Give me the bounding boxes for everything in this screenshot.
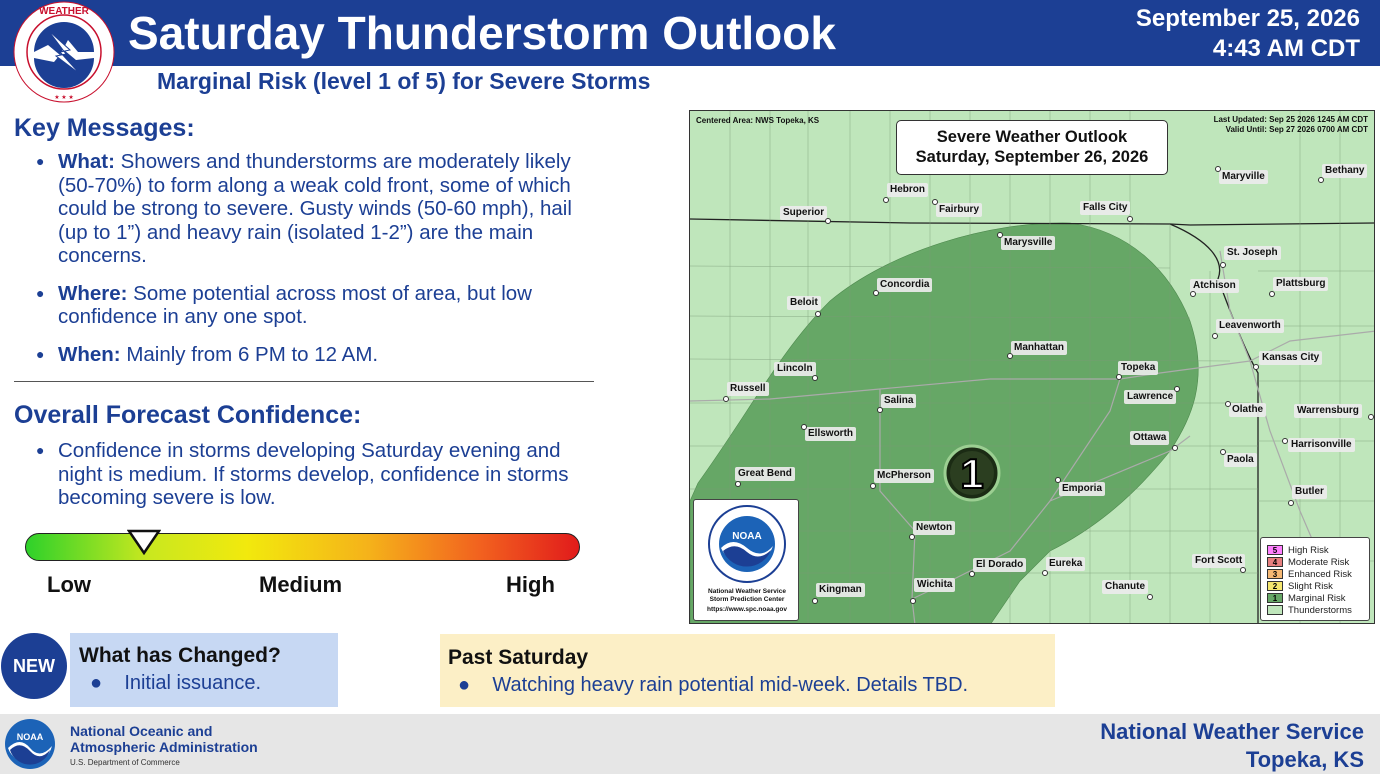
legend-row (1267, 604, 1352, 616)
legend-row (1267, 592, 1346, 604)
city-dot (1269, 291, 1275, 297)
city-label: Plattsburg (1273, 277, 1328, 291)
confidence-heading: Overall Forecast Confidence: (14, 401, 362, 429)
spc-logo-box (693, 499, 799, 621)
city-dot (812, 598, 818, 604)
city-label: El Dorado (973, 558, 1026, 572)
key-messages-heading: Key Messages: (14, 114, 195, 142)
past-saturday-title: Past Saturday (448, 646, 589, 669)
city-label: Kansas City (1259, 351, 1322, 365)
map-valid-until: Valid Until: Sep 27 2026 0700 AM CDT (1225, 125, 1368, 134)
noaa-logo-icon (4, 718, 56, 770)
confidence-low-label: Low (47, 572, 91, 597)
city-label: St. Joseph (1224, 246, 1281, 260)
city-dot (1215, 166, 1221, 172)
city-label: Olathe (1229, 403, 1266, 417)
new-badge: NEW (1, 633, 67, 699)
city-dot (932, 199, 938, 205)
spc-url: https://www.spc.noaa.gov (707, 606, 787, 613)
map-title-box (896, 120, 1168, 175)
city-label: Superior (780, 206, 827, 220)
city-label: Hebron (887, 183, 928, 197)
header-bar (0, 0, 1380, 66)
legend-label: Slight Risk (1288, 580, 1333, 592)
city-label: Eureka (1046, 557, 1085, 571)
city-label: Lincoln (774, 362, 816, 376)
confidence-gauge (25, 533, 580, 561)
city-dot (1042, 570, 1048, 576)
noaa-department: U.S. Department of Commerce (70, 758, 180, 767)
city-label: Leavenworth (1216, 319, 1284, 333)
city-dot (1288, 500, 1294, 506)
spc-line2: Storm Prediction Center (709, 596, 785, 603)
key-messages-list (36, 150, 602, 380)
what-label: What: (58, 150, 115, 173)
svg-text:NOAA: NOAA (732, 531, 762, 542)
city-dot (1172, 445, 1178, 451)
what-changed-title: What has Changed? (79, 644, 281, 667)
outlook-map (689, 110, 1375, 624)
city-dot (873, 290, 879, 296)
noaa-name (70, 723, 258, 755)
city-dot (1220, 262, 1226, 268)
section-divider (14, 381, 594, 382)
marginal-risk-marker-icon (942, 443, 1002, 503)
city-dot (1225, 401, 1231, 407)
map-last-updated: Last Updated: Sep 25 2026 1245 AM CDT (1213, 115, 1368, 124)
city-dot (997, 232, 1003, 238)
past-saturday-text: Watching heavy rain potential mid-week. Details TBD. (492, 674, 969, 696)
legend-row (1267, 568, 1352, 580)
where-item (36, 282, 602, 329)
legend-swatch: 1 (1267, 593, 1283, 603)
city-label: Chanute (1102, 580, 1148, 594)
when-text: Mainly from 6 PM to 12 AM. (120, 342, 379, 366)
confidence-list (36, 439, 602, 524)
city-label: Paola (1224, 453, 1257, 467)
legend-row (1267, 580, 1333, 592)
city-label: Bethany (1322, 164, 1367, 178)
city-dot (909, 534, 915, 540)
noaa-spc-logo-icon (707, 504, 787, 584)
legend-label: Enhanced Risk (1288, 568, 1352, 580)
legend-label: Thunderstorms (1288, 604, 1352, 616)
confidence-item: ● Confidence in storms developing Saturday evening and night is medium. If storms develop, confidence in storms becoming severe is low. (36, 439, 602, 510)
what-changed-text: Initial issuance. (124, 672, 262, 694)
noaa-name-line1: National Oceanic and (70, 723, 213, 739)
legend-label: High Risk (1288, 544, 1329, 556)
city-dot (1240, 567, 1246, 573)
city-dot (1055, 477, 1061, 483)
city-label: Manhattan (1011, 341, 1067, 355)
nws-office-line1: National Weather Service (1100, 719, 1364, 744)
noaa-name-line2: Atmospheric Administration (70, 739, 258, 755)
issue-date: September 25, 2026 (1135, 5, 1360, 32)
when-label: When: (58, 342, 121, 366)
issue-datetime (1136, 4, 1360, 64)
city-dot (1368, 414, 1374, 420)
legend-row (1267, 556, 1349, 568)
legend-swatch: 2 (1267, 581, 1283, 591)
when-item (36, 343, 602, 367)
legend-swatch (1267, 605, 1283, 615)
what-item (36, 150, 602, 268)
legend-swatch: 4 (1267, 557, 1283, 567)
city-label: Lawrence (1124, 390, 1176, 404)
footer-bar (0, 714, 1380, 774)
city-label: Atchison (1190, 279, 1239, 293)
past-saturday-box (440, 634, 1055, 707)
map-title: Severe Weather Outlook (936, 128, 1128, 146)
city-dot (910, 598, 916, 604)
city-label: Kingman (816, 583, 865, 597)
city-dot (723, 396, 729, 402)
city-dot (1318, 177, 1324, 183)
city-dot (1127, 216, 1133, 222)
city-dot (1147, 594, 1153, 600)
city-dot (1282, 438, 1288, 444)
city-label: Warrensburg (1294, 404, 1362, 418)
legend-label: Moderate Risk (1288, 556, 1350, 568)
what-changed-box (70, 633, 338, 707)
city-dot (877, 407, 883, 413)
city-dot (883, 197, 889, 203)
city-label: Ottawa (1130, 431, 1169, 445)
map-centered-area: Centered Area: NWS Topeka, KS (696, 116, 820, 125)
legend-swatch: 5 (1267, 545, 1283, 555)
city-dot (1190, 291, 1196, 297)
city-label: Emporia (1059, 482, 1105, 496)
map-date: Saturday, September 26, 2026 (915, 148, 1149, 166)
city-dot (815, 311, 821, 317)
nws-logo-icon (8, 0, 120, 104)
city-label: Beloit (787, 296, 821, 310)
city-dot (825, 218, 831, 224)
legend-row (1267, 544, 1329, 556)
spc-text (694, 588, 800, 614)
city-label: Maryville (1219, 170, 1268, 184)
nws-office (1100, 718, 1364, 774)
city-label: Salina (881, 394, 916, 408)
city-label: McPherson (874, 469, 934, 483)
legend-label: Marginal Risk (1288, 592, 1346, 604)
city-dot (1174, 386, 1180, 392)
city-dot (812, 375, 818, 381)
city-dot (735, 481, 741, 487)
city-dot (1220, 449, 1226, 455)
city-dot (1212, 333, 1218, 339)
where-text: Some potential across most of area, but low confidence in any one spot. (58, 281, 532, 328)
page-title: Saturday Thunderstorm Outlook (128, 7, 836, 59)
city-label: Concordia (877, 278, 932, 292)
city-label: Newton (913, 521, 955, 535)
svg-text:★ ★ ★: ★ ★ ★ (54, 95, 74, 101)
city-label: Russell (727, 382, 769, 396)
city-dot (801, 424, 807, 430)
city-dot (1116, 374, 1122, 380)
confidence-high-label: High (506, 572, 555, 597)
page-subtitle: Marginal Risk (level 1 of 5) for Severe Storms (157, 68, 651, 94)
city-label: Falls City (1080, 201, 1130, 215)
city-label: Fairbury (936, 203, 982, 217)
risk-number: 1 (960, 450, 984, 497)
city-dot (1253, 364, 1259, 370)
risk-legend (1260, 537, 1370, 621)
city-dot (969, 571, 975, 577)
spc-line1: National Weather Service (708, 588, 786, 595)
legend-swatch: 3 (1267, 569, 1283, 579)
what-changed-item: ● Initial issuance. (90, 672, 262, 694)
city-label: Great Bend (735, 467, 795, 481)
past-saturday-item: ● Watching heavy rain potential mid-week. Details TBD. (458, 674, 969, 696)
city-label: Topeka (1118, 361, 1158, 375)
city-label: Fort Scott (1192, 554, 1245, 568)
what-text: Showers and thunderstorms are moderately likely (50-70%) to form along a weak cold front, some of which could be strong to severe. Gusty winds (50-60 mph), hail (up to 1”) and heavy rain (isolated 1-2”) are the main concerns. (58, 150, 572, 267)
city-label: Ellsworth (805, 427, 856, 441)
city-label: Butler (1292, 485, 1327, 499)
city-label: Marysville (1001, 236, 1055, 250)
city-dot (870, 483, 876, 489)
city-label: Harrisonville (1288, 438, 1355, 452)
where-label: Where: (58, 281, 128, 305)
confidence-marker-icon (127, 529, 161, 555)
svg-text:WEATHER: WEATHER (39, 6, 89, 17)
city-label: Wichita (914, 578, 955, 592)
map-update-info (1214, 115, 1368, 135)
svg-text:NOAA: NOAA (16, 732, 44, 742)
city-dot (1007, 353, 1013, 359)
nws-office-line2: Topeka, KS (1245, 747, 1364, 772)
issue-time: 4:43 AM CDT (1212, 35, 1360, 62)
confidence-medium-label: Medium (259, 572, 343, 597)
